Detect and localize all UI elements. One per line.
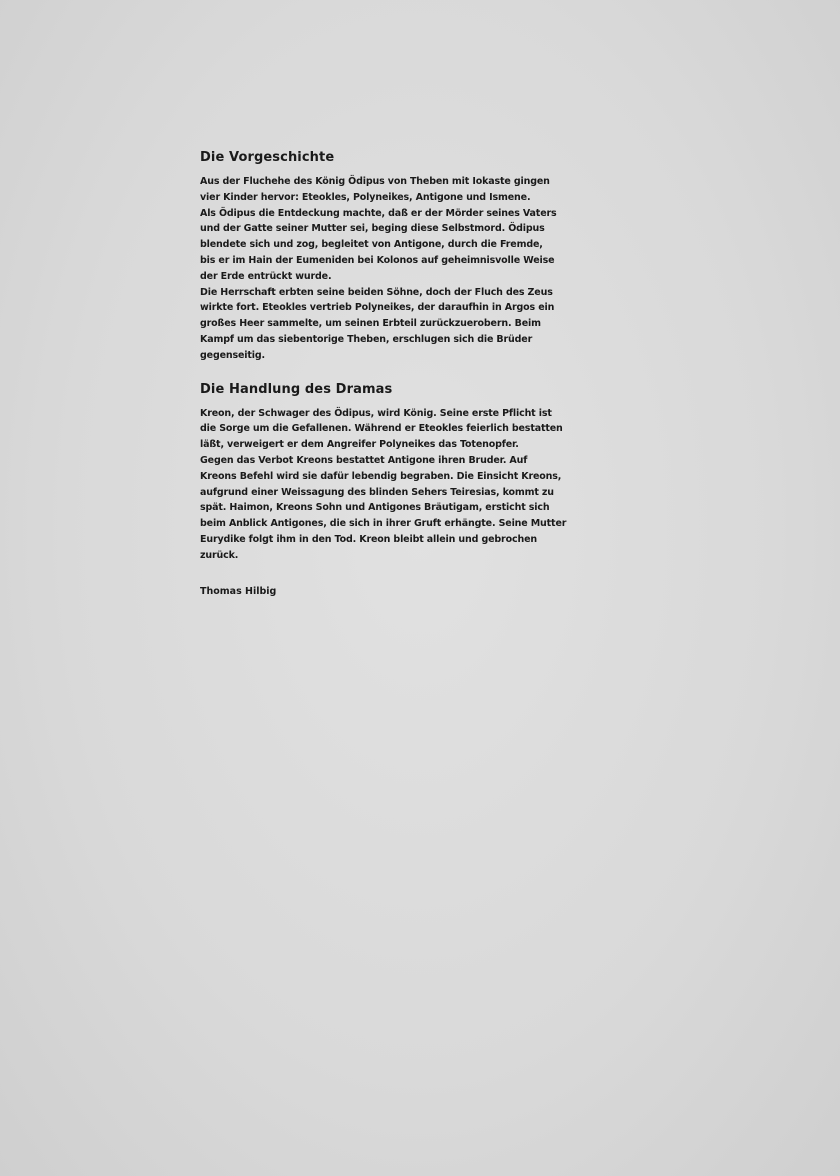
text-line: Kreons Befehl wird sie dafür lebendig begraben. Die Einsicht Kreons,	[200, 470, 562, 482]
text-line: Aus der Fluchehe des König Ödipus von Theben mit Iokaste gingen	[200, 176, 550, 187]
section-heading: Die Handlung des Dramas	[200, 381, 393, 397]
text-line: spät. Haimon, Kreons Sohn und Antigones Bräutigam, ersticht sich	[200, 502, 550, 514]
text-line: läßt, verweigert er dem Angreifer Polyneikes das Totenopfer.	[200, 439, 519, 451]
text-line: Kreon, der Schwager des Ödipus, wird König. Seine erste Pflicht ist	[200, 407, 552, 419]
text-line: die Sorge um die Gefallenen. Während er Eteokles feierlich bestatten	[200, 423, 563, 435]
text-line: gegenseitig.	[200, 349, 266, 361]
text-line: Kampf um das siebentorige Theben, erschlugen sich die Brüder	[200, 333, 533, 345]
section-body	[200, 406, 570, 564]
text-line: Als Ödipus die Entdeckung machte, daß er der Mörder seines Vaters	[200, 207, 557, 219]
text-line: Eurydike folgt ihm in den Tod. Kreon bleibt allein und gebrochen	[200, 533, 537, 545]
text-line: vier Kinder hervor: Eteokles, Polyneikes, Antigone und Ismene.	[200, 191, 531, 203]
document-text	[200, 150, 570, 599]
text-line: Gegen das Verbot Kreons bestattet Antigone ihren Bruder. Auf	[200, 454, 528, 466]
text-line: der Erde entrückt wurde.	[200, 270, 332, 282]
text-line: bis er im Hain der Eumeniden bei Kolonos auf geheimnisvolle Weise	[200, 254, 555, 266]
text-line: Die Herrschaft erbten seine beiden Söhne, doch der Fluch des Zeus	[200, 286, 553, 298]
text-line: und der Gatte seiner Mutter sei, beging diese Selbstmord. Ödipus	[200, 223, 545, 235]
section-plot	[200, 382, 570, 564]
text-line: großes Heer sammelte, um seinen Erbteil zurückzuerobern. Beim	[200, 318, 541, 330]
text-line: beim Anblick Antigones, die sich in ihrer Gruft erhängte. Seine Mutter	[200, 518, 567, 530]
text-line: blendete sich und zog, begleitet von Antigone, durch die Fremde,	[200, 239, 543, 251]
author-signature: Thomas Hilbig	[200, 585, 277, 597]
text-line: aufgrund einer Weissagung des blinden Sehers Teiresias, kommt zu	[200, 486, 554, 498]
text-line: zurück.	[200, 549, 239, 561]
text-line: wirkte fort. Eteokles vertrieb Polyneikes, der daraufhin in Argos ein	[200, 302, 555, 314]
section-prehistory	[200, 150, 570, 364]
section-body	[200, 174, 570, 364]
section-heading: Die Vorgeschichte	[200, 150, 335, 165]
